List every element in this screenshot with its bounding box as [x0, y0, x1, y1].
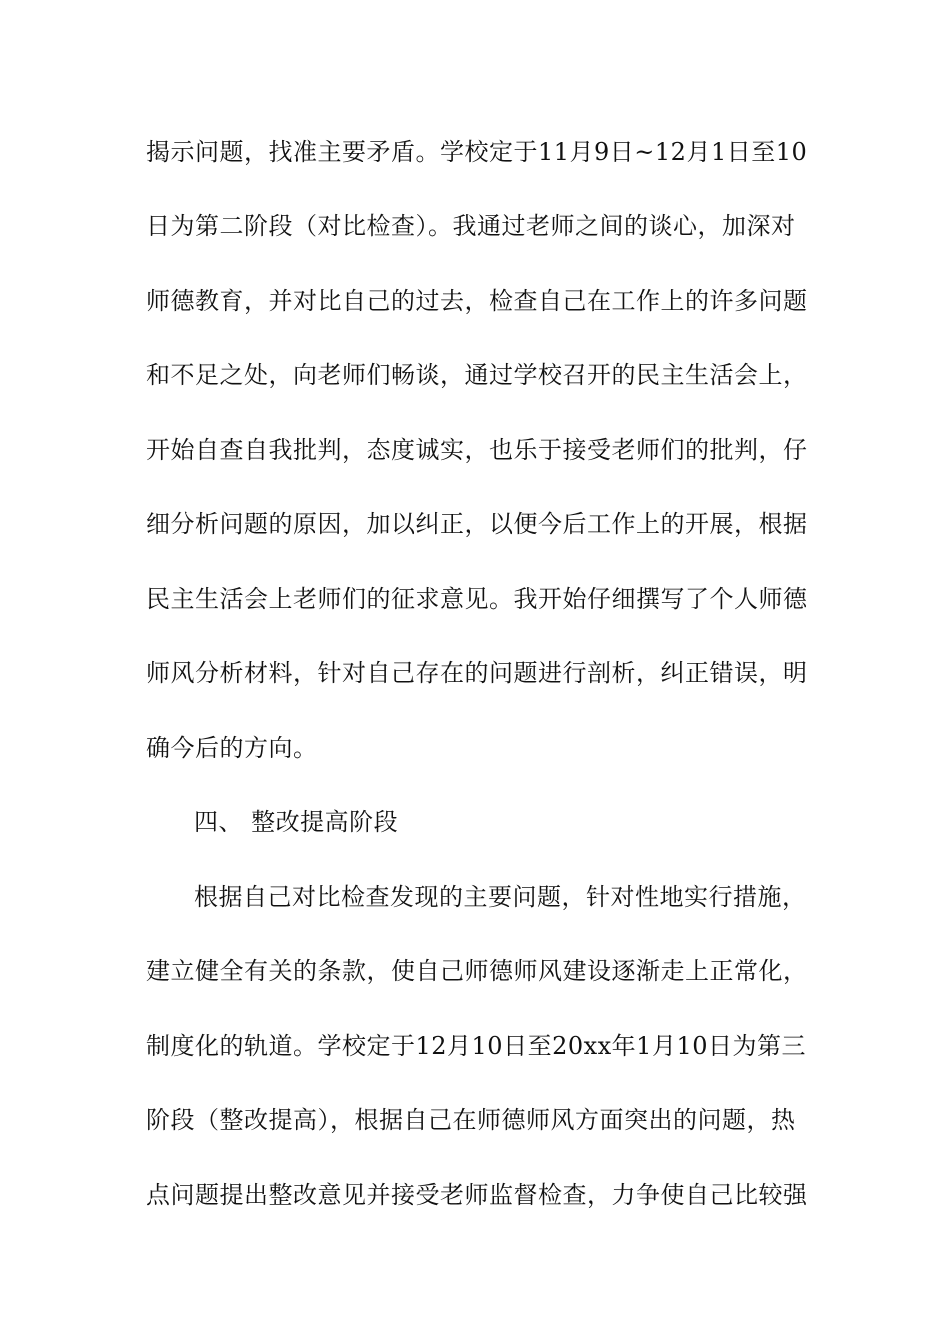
paragraph-line: 阶段（整改提高），根据自己在师德师风方面突出的问题，热	[146, 1106, 796, 1134]
section-heading: 四、 整改提高阶段	[194, 808, 399, 836]
paragraph-line: 确今后的方向。	[146, 734, 318, 762]
paragraph-line: 根据自己对比检查发现的主要问题，针对性地实行措施，	[194, 883, 807, 911]
paragraph-line: 日为第二阶段（对比检查）。我通过老师之间的谈心，加深对	[146, 212, 796, 240]
paragraph-line: 点问题提出整改意见并接受老师监督检查，力争使自己比较强	[146, 1181, 808, 1209]
paragraph-line: 和不足之处，向老师们畅谈，通过学校召开的民主生活会上，	[146, 361, 808, 389]
paragraph-line: 细分析问题的原因，加以纠正，以便今后工作上的开展，根据	[146, 510, 808, 538]
paragraph-line: 民主生活会上老师们的征求意见。我开始仔细撰写了个人师德	[146, 585, 808, 613]
paragraph-line: 开始自查自我批判，态度诚实，也乐于接受老师们的批判，仔	[146, 436, 808, 464]
paragraph-line: 揭示问题，找准主要矛盾。学校定于11月9日~12月1日至10	[146, 138, 808, 166]
paragraph-line: 建立健全有关的条款，使自己师德师风建设逐渐走上正常化，	[146, 957, 808, 985]
paragraph-line: 制度化的轨道。学校定于12月10日至20xx年1月10日为第三	[146, 1032, 806, 1060]
paragraph-line: 师风分析材料，针对自己存在的问题进行剖析，纠正错误，明	[146, 659, 808, 687]
paragraph-line: 师德教育，并对比自己的过去，检查自己在工作上的许多问题	[146, 287, 808, 315]
